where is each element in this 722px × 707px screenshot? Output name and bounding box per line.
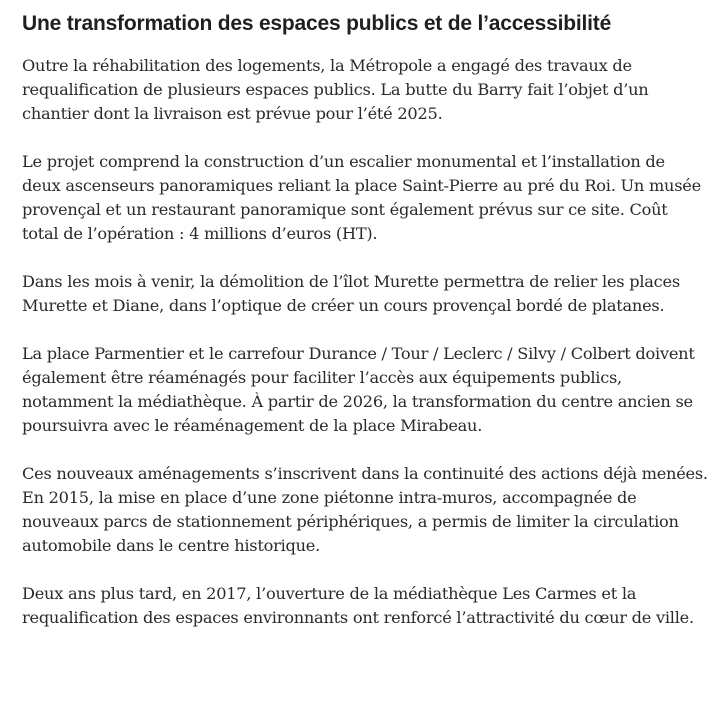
paragraph-5: Ces nouveaux aménagements s’inscrivent dans la continuité des actions déjà menées. En 2015, la mise en place d’une zone piétonne intra-muros, accompagnée de nouveaux parcs de stationnement périphériques, a permis de limiter la circulation automobile dans le centre historique. [22,464,708,555]
paragraph-1: Outre la réhabilitation des logements, la Métropole a engagé des travaux de requalification de plusieurs espaces publics. La butte du Barry fait l’objet d’un chantier dont la livraison est prévue pour l’été 2025. [22,56,649,123]
article-title: Une transformation des espaces publics et de l’accessibilité [22,12,612,35]
paragraph-3: Dans les mois à venir, la démolition de l’îlot Murette permettra de relier les places Murette et Diane, dans l’optique de créer un cours provençal bordé de platanes. [22,272,680,315]
paragraph-6: Deux ans plus tard, en 2017, l’ouverture de la médiathèque Les Carmes et la requalification des espaces environnants ont renforcé l’attractivité du cœur de ville. [22,584,694,627]
paragraph-2: Le projet comprend la construction d’un escalier monumental et l’installation de deux ascenseurs panoramiques reliant la place Saint-Pierre au pré du Roi. Un musée provençal et un restaurant panoramique sont également prévus sur ce site. Coût total de l’opération : 4 millions d’euros (HT). [22,152,701,243]
paragraph-4: La place Parmentier et le carrefour Durance / Tour / Leclerc / Silvy / Colbert doivent également être réaménagés pour faciliter l’accès aux équipements publics, notamment la médiathèque. À partir de 2026, la transformation du centre ancien se poursuivra avec le réaménagement de la place Mirabeau. [22,344,695,435]
